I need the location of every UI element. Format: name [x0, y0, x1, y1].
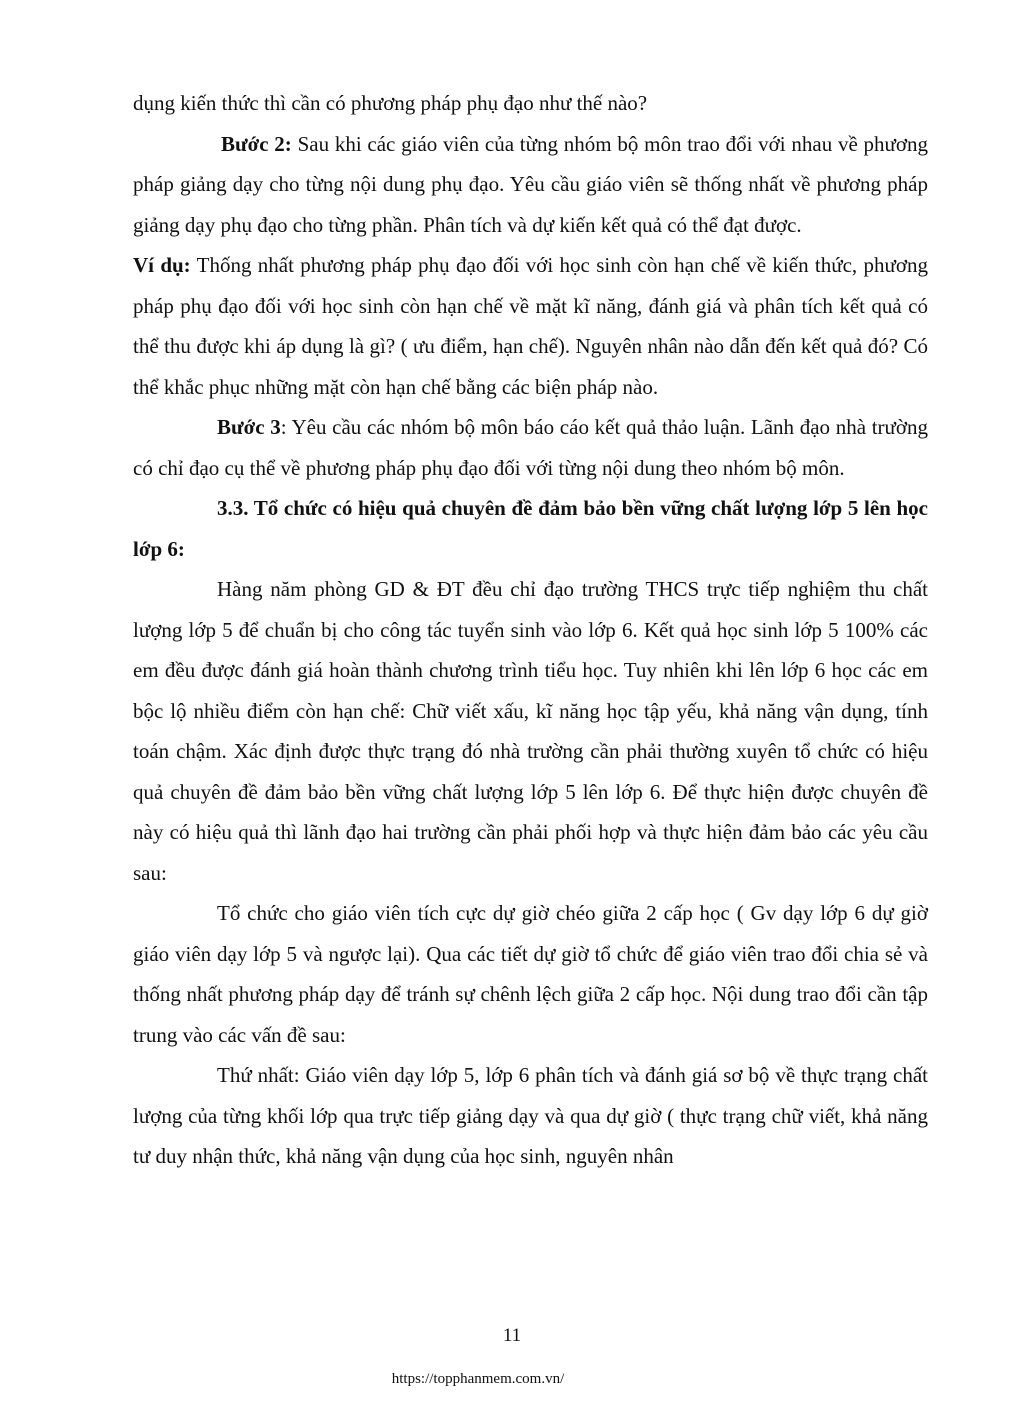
page-number: 11: [502, 1325, 522, 1346]
step-2-label: Bước 2:: [221, 131, 292, 156]
section-heading: 3.3. Tổ chức có hiệu quả chuyên đề đảm bảo bền vững chất lượng lớp 5 lên học lớp 6:: [133, 496, 928, 561]
footer-url: https://topphanmem.com.vn/: [391, 1371, 565, 1387]
paragraph-step-3: [133, 407, 928, 488]
step-3-label: Bước 3: [217, 415, 281, 439]
step-3-text: : Yêu cầu các nhóm bộ môn báo cáo kết quả thảo luận. Lãnh đạo nhà trường có chỉ đạo cụ thể về phương pháp phụ đạo đối với từng nội dung theo nhóm bộ môn.: [133, 415, 929, 480]
paragraph-intro: dụng kiến thức thì cần có phương pháp phụ đạo như thế nào?: [133, 91, 648, 115]
paragraph-3: Thứ nhất: Giáo viên dạy lớp 5, lớp 6 phân tích và đánh giá sơ bộ về thực trạng chất lượng của từng khối lớp qua trực tiếp giảng dạy và qua dự giờ ( thực trạng chữ viết, khả năng tư duy nhận thức, khả năng vận dụng của học sinh, nguyên nhân: [133, 1063, 928, 1168]
example-label: Ví dụ:: [133, 253, 191, 277]
paragraph-2: Tổ chức cho giáo viên tích cực dự giờ chéo giữa 2 cấp học ( Gv dạy lớp 6 dự giờ giáo viên dạy lớp 5 và ngược lại). Qua các tiết dự giờ tổ chức để giáo viên trao đổi chia sẻ và thống nhất phương pháp dạy để tránh sự chênh lệch giữa 2 cấp học. Nội dung trao đổi cần tập trung vào các vấn đề sau:: [133, 901, 928, 1047]
document-body: [133, 83, 928, 1177]
step-2-text: Sau khi các giáo viên của từng nhóm bộ môn trao đổi với nhau về phương pháp giảng dạy cho từng nội dung phụ đạo. Yêu cầu giáo viên sẽ thống nhất về phương pháp giảng dạy phụ đạo cho từng phần. Phân tích và dự kiến kết quả có thể đạt được.: [133, 131, 928, 237]
paragraph-step-2: [133, 124, 928, 246]
paragraph-1: Hàng năm phòng GD & ĐT đều chỉ đạo trường THCS trực tiếp nghiệm thu chất lượng lớp 5 để chuẩn bị cho công tác tuyển sinh vào lớp 6. Kết quả học sinh lớp 5 100% các em đều được đánh giá hoàn thành chương trình tiểu học. Tuy nhiên khi lên lớp 6 học các em bộc lộ nhiều điểm còn hạn chế: Chữ viết xấu, kĩ năng học tập yếu, khả năng vận dụng, tính toán chậm. Xác định được thực trạng đó nhà trường cần phải thường xuyên tổ chức có hiệu quả chuyên đề đảm bảo bền vững chất lượng lớp 5 lên lớp 6. Để thực hiện được chuyên đề này có hiệu quả thì lãnh đạo hai trường cần phải phối hợp và thực hiện đảm bảo các yêu cầu sau:: [133, 577, 928, 885]
paragraph-example: [133, 245, 928, 407]
example-text: Thống nhất phương pháp phụ đạo đối với học sinh còn hạn chế về kiến thức, phương pháp phụ đạo đối với học sinh còn hạn chế về mặt kĩ năng, đánh giá và phân tích kết quả có thể thu được khi áp dụng là gì? ( ưu điểm, hạn chế). Nguyên nhân nào dẫn đến kết quả đó? Có thể khắc phục những mặt còn hạn chế bằng các biện pháp nào.: [133, 253, 928, 399]
